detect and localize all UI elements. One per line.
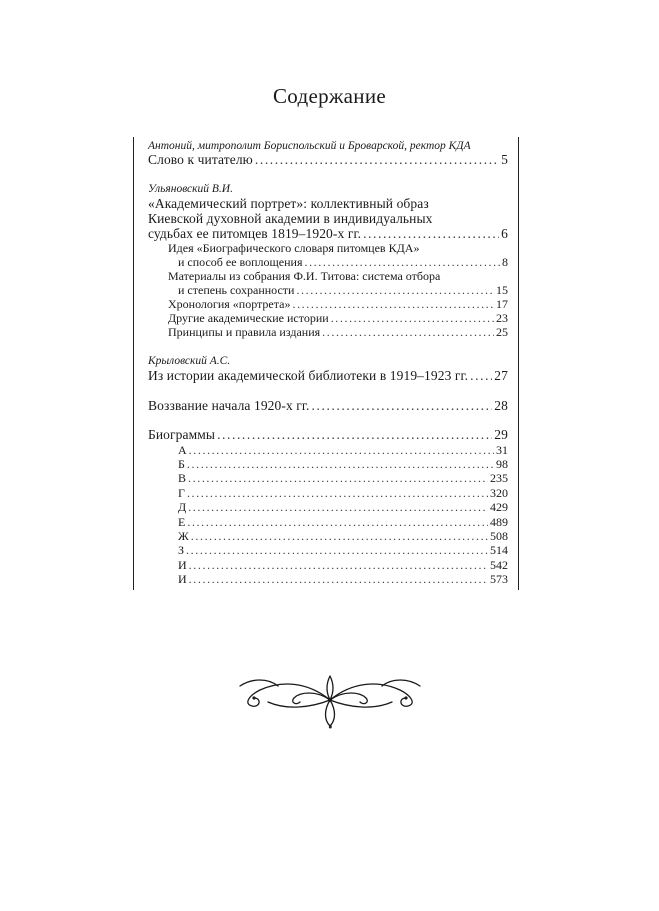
entry-page: 27 [494, 368, 508, 383]
toc-entry-biogrammy[interactable]: Биограммы ..... 29 [148, 427, 508, 442]
leader-dots [292, 297, 494, 311]
toc-entry-portret[interactable]: судьбах ее питомцев 1819–1920-х гг. ..... 6 [148, 226, 508, 241]
toc-letter-entry[interactable]: Б ..... 98 [178, 457, 508, 471]
table-of-contents [133, 137, 519, 590]
toc-entry-hronologiya[interactable]: Хронология «портрета» ..... 17 [168, 297, 508, 311]
author-antoniy: Антоний, митрополит Бориспольский и Броварской, ректор КДА [148, 140, 471, 152]
toc-letter-entry[interactable]: Д ..... 429 [178, 500, 508, 514]
leader-dots [470, 368, 492, 383]
page-title: Содержание [272, 84, 387, 108]
leader-dots [322, 325, 494, 339]
toc-letter-entry[interactable]: И ..... 542 [178, 558, 508, 572]
author-krylovsky: Крыловский А.С. [148, 355, 231, 367]
toc-letter-entry[interactable]: В ..... 235 [178, 471, 508, 485]
toc-entry-drugie[interactable]: Другие академические истории ..... 23 [168, 311, 508, 325]
toc-entry-printsipy[interactable]: Принципы и правила издания ..... 25 [168, 325, 508, 339]
leader-dots [217, 427, 492, 442]
entry-page: 23 [496, 311, 508, 325]
entry-page: 25 [496, 325, 508, 339]
toc-letter-entry[interactable]: Ж ..... 508 [178, 529, 508, 543]
toc-entry-ideya-line1[interactable]: Идея «Биографического словаря питомцев КДА» [168, 241, 420, 255]
toc-letter-entry[interactable]: И ..... 573 [178, 572, 508, 586]
toc-letter-entry[interactable]: А ..... 31 [178, 443, 508, 457]
leader-dots [296, 283, 494, 297]
toc-entry-vozzvanie[interactable]: Воззвание начала 1920-х гг. ..... 28 [148, 398, 508, 413]
entry-page: 15 [496, 283, 508, 297]
toc-entry-biblioteka[interactable]: Из истории академической библиотеки в 1919–1923 гг. ..... 27 [148, 368, 508, 383]
entry-title: Слово к читателю [148, 152, 253, 167]
entry-page: 28 [494, 398, 508, 413]
leader-dots [312, 398, 493, 413]
entry-page: 17 [496, 297, 508, 311]
toc-entry-portret-line1[interactable]: «Академический портрет»: коллективный образ [148, 196, 429, 211]
entry-page: 6 [501, 226, 508, 241]
author-ulyanovsky: Ульяновский В.И. [148, 183, 233, 195]
leader-dots [331, 311, 494, 325]
toc-entry-ideya[interactable]: и способ ее воплощения ..... 8 [178, 255, 508, 269]
entry-page: 5 [501, 152, 508, 167]
flourish-ornament-icon [238, 668, 422, 730]
entry-page: 29 [494, 427, 508, 442]
toc-letter-entry[interactable]: Г ..... 320 [178, 486, 508, 500]
toc-entry-materialy[interactable]: и степень сохранности ..... 15 [178, 283, 508, 297]
toc-entry-materialy-line1[interactable]: Материалы из собрания Ф.И. Титова: система отбора [168, 269, 441, 283]
toc-letter-entry[interactable]: З ..... 514 [178, 543, 508, 557]
leader-dots [304, 255, 500, 269]
entry-page: 8 [502, 255, 508, 269]
leader-dots [255, 152, 499, 167]
toc-letter-entry[interactable]: Е ..... 489 [178, 515, 508, 529]
toc-entry-slovo[interactable] [148, 152, 508, 167]
toc-entry-portret-line2[interactable]: Киевской духовной академии в индивидуальных [148, 211, 433, 226]
leader-dots [363, 226, 499, 241]
